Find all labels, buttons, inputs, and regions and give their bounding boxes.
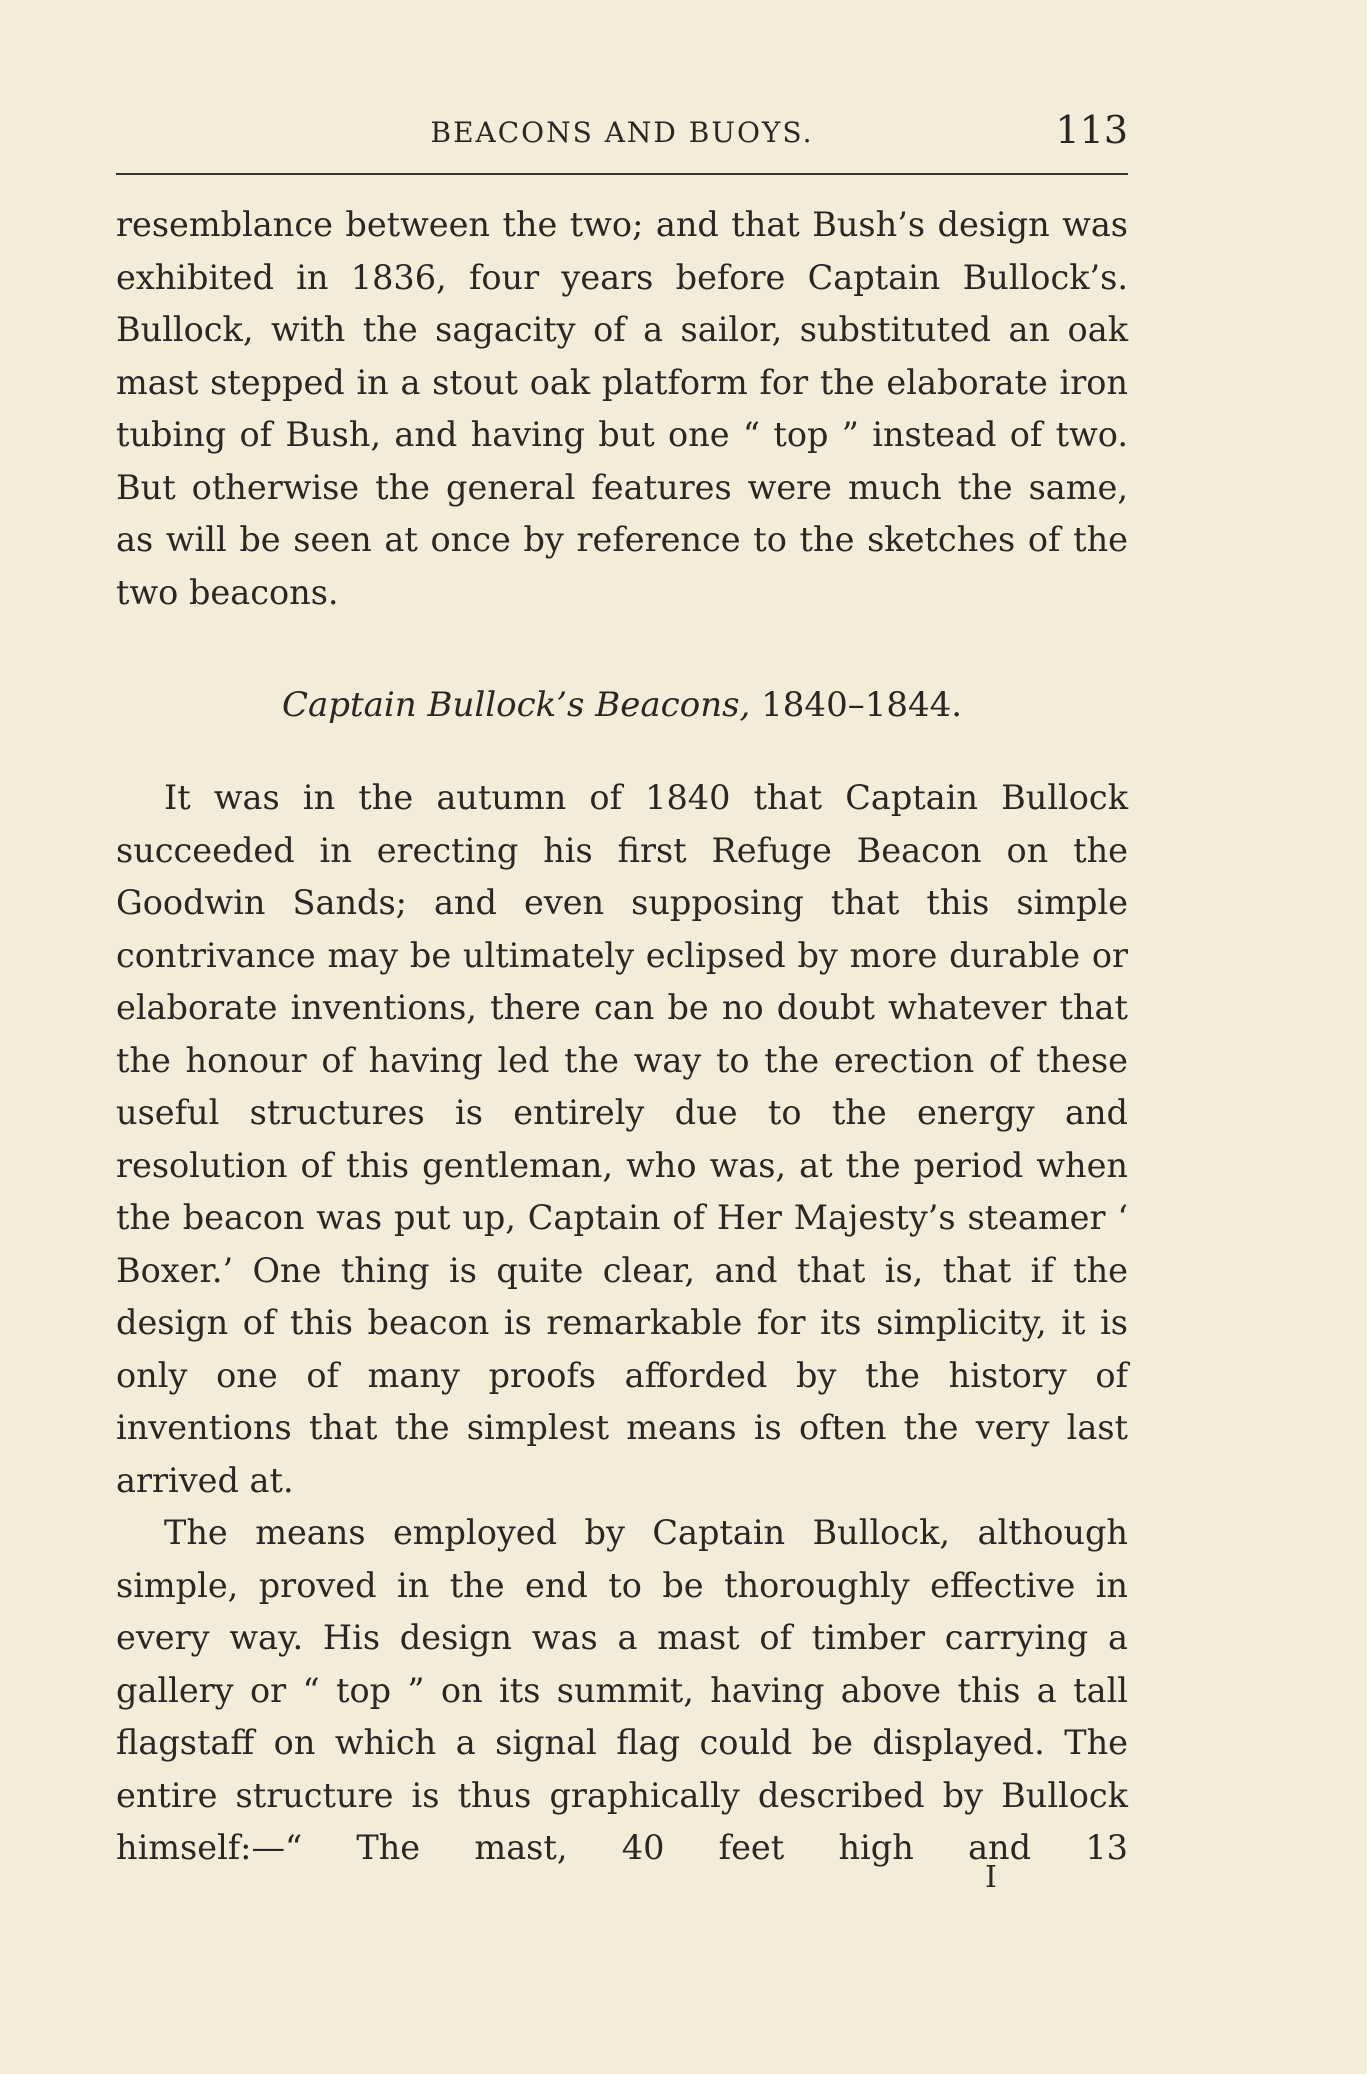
running-title: BEACONS AND BUOYS.	[430, 116, 814, 149]
continuation-paragraph-block	[116, 199, 1128, 619]
main-text-block	[116, 772, 1128, 1875]
header-rule	[116, 173, 1128, 175]
section-heading	[116, 685, 1128, 725]
section-heading-years: 1840–1844.	[761, 685, 963, 725]
signature-mark: I	[985, 1860, 997, 1895]
continuation-paragraph: resemblance between the two; and that Bush’s design was exhibited in 1836, four years before Captain Bullock’s. Bullock, with the sagacity of a sailor, substituted an oak mast stepped in a stout oak platform for the elaborate iron tubing of Bush, and having but one “ top ” instead of two. But otherwise the general features were much the same, as will be seen at once by reference to the sketches of the two beacons.	[116, 205, 1128, 612]
paragraph-1: It was in the autumn of 1840 that Captain Bullock succeeded in erecting his first Refuge Beacon on the Goodwin Sands; and even supposing that this simple contrivance may be ultimately eclipsed by more durable or elaborate inventions, there can be no doubt whatever that the honour of having led the way to the erection of these useful structures is entirely due to the energy and resolution of this gentleman, who was, at the period when the beacon was put up, Captain of Her Majesty’s steamer ‘ Boxer.’ One thing is quite clear, and that is, that if the design of this beacon is remarkable for its simplicity, it is only one of many proofs afforded by the history of inventions that the simplest means is often the very last arrived at.	[116, 778, 1128, 1500]
page-number: 113	[1055, 108, 1128, 152]
paragraph-2: The means employed by Captain Bullock, although simple, proved in the end to be thoroughly effective in every way. His design was a mast of timber carrying a gallery or “ top ” on its summit, having above this a tall flagstaff on which a signal flag could be displayed. The entire structure is thus graphically described by Bullock himself:—“ The mast, 40 feet high and 13	[116, 1513, 1128, 1867]
section-heading-title: Captain Bullock’s Beacons,	[281, 685, 751, 725]
page-header	[116, 108, 1128, 160]
